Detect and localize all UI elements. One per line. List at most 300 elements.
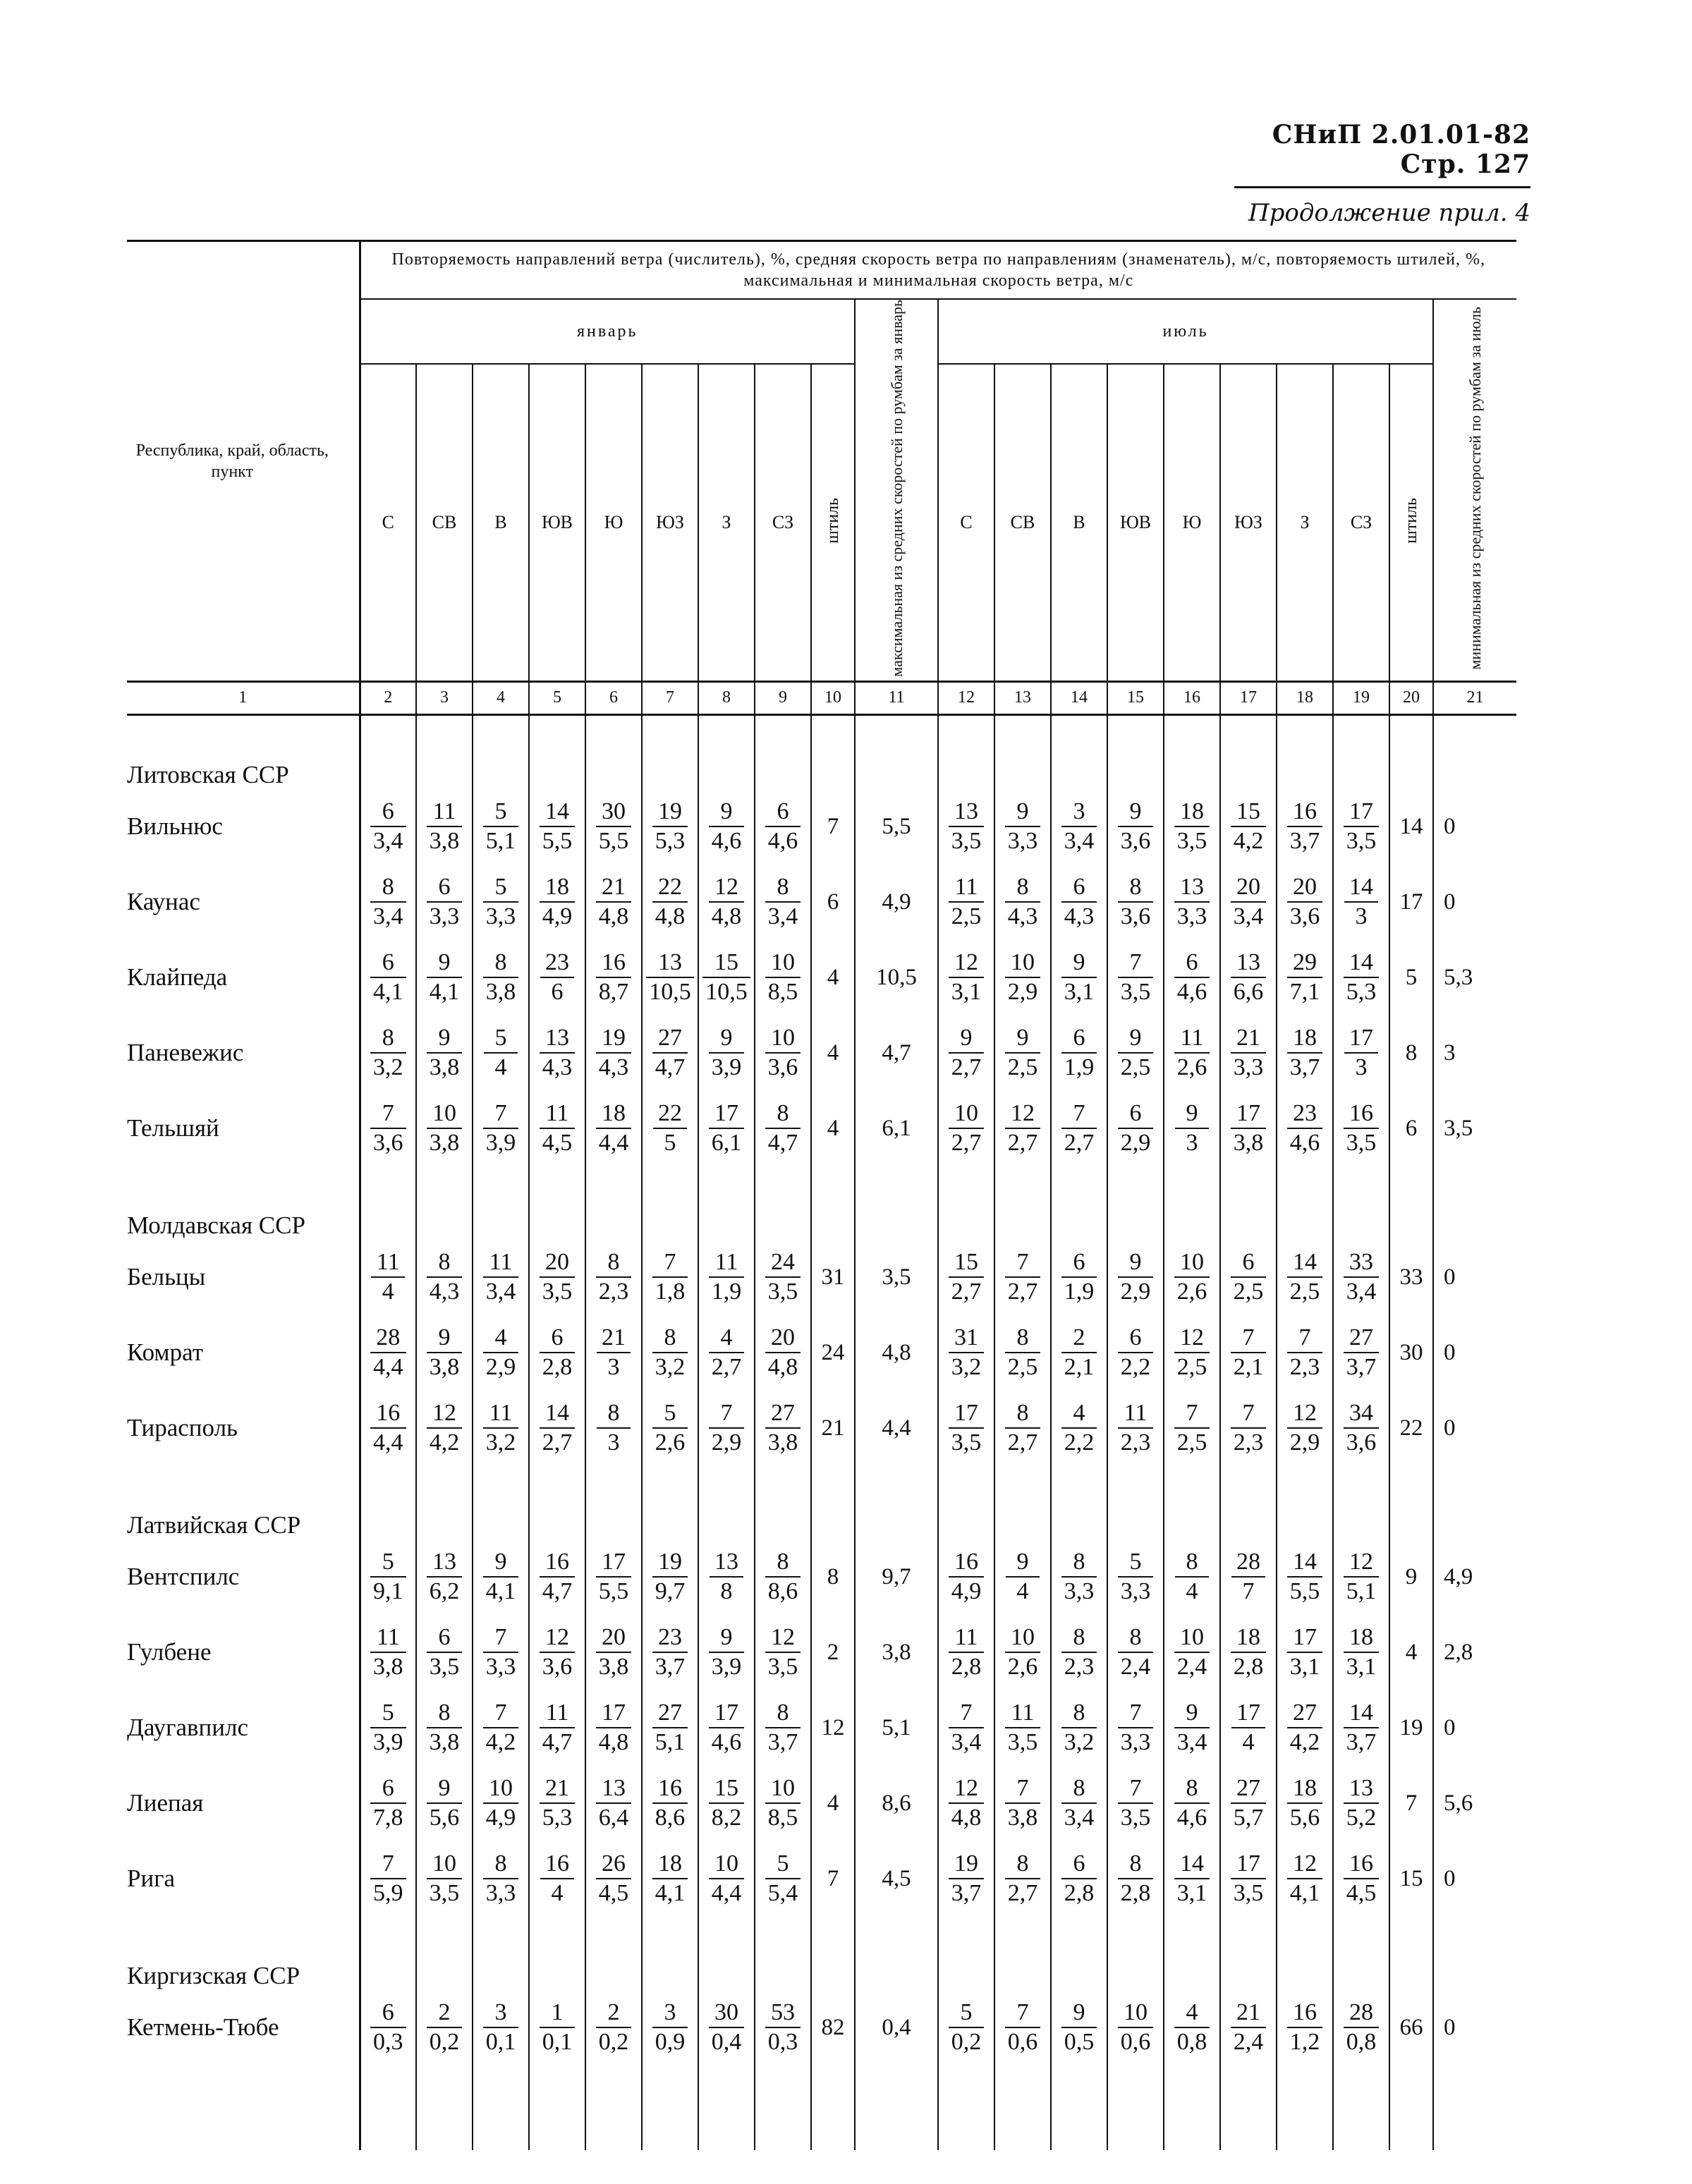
- jul-calm-value: 33: [1399, 1264, 1423, 1290]
- frequency-value: 8: [765, 1099, 801, 1129]
- data-cell: [585, 789, 642, 865]
- data-cell: [1277, 1766, 1333, 1841]
- jul-min-value: 0: [1444, 1264, 1456, 1290]
- speed-value: 2,3: [1120, 1429, 1151, 1456]
- data-cell: [416, 2066, 473, 2150]
- fraction: [1118, 1850, 1154, 1908]
- data-cell: [360, 1391, 416, 1466]
- frequency-value: 6: [370, 1774, 406, 1804]
- data-cell: [1333, 1945, 1389, 1990]
- fraction: [1118, 1399, 1154, 1457]
- speed-value: 3,4: [1233, 903, 1264, 930]
- jan-max-value: 5,1: [882, 1714, 911, 1740]
- fraction: [540, 1248, 576, 1306]
- column-number: 4: [473, 681, 529, 714]
- data-cell: [1389, 1766, 1433, 1841]
- fraction: [1174, 1774, 1210, 1832]
- data-cell: [473, 1166, 529, 1195]
- data-cell: [855, 1990, 938, 2066]
- data-cell: [1389, 1841, 1433, 1917]
- data-cell: [698, 1466, 755, 1494]
- data-cell: [1333, 940, 1389, 1015]
- data-cell: [473, 1015, 529, 1091]
- data-cell: [1164, 1494, 1220, 1539]
- jul-calm-value: 30: [1399, 1339, 1423, 1365]
- data-cell: [698, 1391, 755, 1466]
- data-cell: [855, 865, 938, 940]
- frequency-value: 16: [540, 1850, 574, 1879]
- jul-min-value: 2,8: [1444, 1639, 1473, 1665]
- fraction: [1231, 1850, 1267, 1908]
- fraction: [1118, 1699, 1154, 1757]
- speed-value: 3,8: [598, 1654, 629, 1680]
- frequency-value: 5: [484, 1024, 518, 1054]
- frequency-value: 8: [483, 1850, 519, 1879]
- data-cell: [938, 865, 994, 940]
- frequency-value: 13: [1344, 1774, 1380, 1804]
- speed-value: 2,1: [1233, 1354, 1264, 1381]
- data-cell: [1220, 1539, 1277, 1615]
- data-cell: [529, 1990, 585, 2066]
- data-cell: [698, 1015, 755, 1091]
- data-cell: [642, 1166, 698, 1195]
- data-cell: [529, 1166, 585, 1195]
- data-cell: [755, 1766, 811, 1841]
- speed-value: 0,3: [767, 2029, 798, 2056]
- speed-value: 2,6: [1176, 1279, 1207, 1305]
- data-cell: [1051, 1539, 1107, 1615]
- frequency-value: 9: [427, 1024, 463, 1054]
- page-header: СНиП 2.01.01-82 Стр. 127: [1234, 120, 1530, 188]
- jan-dir-header: З: [698, 364, 755, 681]
- frequency-value: 8: [1174, 1774, 1210, 1804]
- fraction: [710, 1548, 743, 1606]
- data-cell: [529, 1195, 585, 1240]
- jul-calm-value: 66: [1399, 2014, 1423, 2040]
- fraction: [483, 1699, 519, 1757]
- data-cell: [1333, 1690, 1389, 1766]
- fraction: [1174, 798, 1210, 855]
- data-cell: [1164, 1391, 1220, 1466]
- data-cell: [755, 1494, 811, 1539]
- data-cell: [642, 865, 698, 940]
- frequency-value: 4: [709, 1324, 745, 1353]
- fraction: [1174, 1248, 1210, 1306]
- fraction: [1287, 1324, 1323, 1381]
- data-cell: [855, 1690, 938, 1766]
- frequency-value: 6: [1061, 1024, 1097, 1054]
- data-cell: [1277, 744, 1333, 789]
- frequency-value: 16: [652, 1774, 688, 1804]
- data-cell: [473, 1391, 529, 1466]
- data-cell: [1433, 1466, 1516, 1494]
- data-cell: [529, 1690, 585, 1766]
- fraction: [652, 1324, 688, 1381]
- speed-value: 2,6: [1007, 1654, 1038, 1680]
- speed-value: 4,1: [655, 1880, 686, 1907]
- place-name: Кетмень-Тюбе: [127, 2013, 279, 2042]
- speed-value: 3,5: [1346, 828, 1377, 855]
- data-cell: [1389, 1091, 1433, 1166]
- frequency-value: 6: [1174, 948, 1210, 978]
- fraction: [709, 1850, 745, 1908]
- data-cell: [360, 1945, 416, 1990]
- data-cell: [1051, 1391, 1107, 1466]
- fraction: [1287, 1999, 1323, 2056]
- data-cell: [473, 1690, 529, 1766]
- fraction: [1118, 1024, 1154, 1082]
- frequency-value: 18: [540, 873, 576, 903]
- data-cell: [811, 1615, 855, 1690]
- fraction: [1005, 798, 1041, 855]
- speed-value: 3,8: [429, 1130, 460, 1157]
- speed-value: 4: [551, 1880, 564, 1907]
- speed-value: 6,2: [429, 1578, 460, 1605]
- frequency-value: 6: [765, 798, 801, 827]
- place-name: Комрат: [127, 1338, 204, 1367]
- data-cell: [416, 865, 473, 940]
- jan-dir-header: ЮЗ: [642, 364, 698, 681]
- speed-value: 0,6: [1007, 2029, 1038, 2056]
- fraction: [540, 1099, 576, 1157]
- data-cell: [416, 1015, 473, 1091]
- frequency-value: 5: [652, 1399, 688, 1429]
- data-cell: [855, 1494, 938, 1539]
- frequency-value: 4: [1061, 1399, 1097, 1429]
- speed-value: 3,5: [1346, 1130, 1377, 1157]
- table-row: [127, 940, 1516, 1015]
- fraction: [652, 1999, 688, 2056]
- frequency-value: 5: [370, 1699, 406, 1728]
- fraction: [370, 1774, 406, 1832]
- data-cell: [1333, 1391, 1389, 1466]
- data-cell: [1333, 1766, 1389, 1841]
- data-cell: [1389, 1015, 1433, 1091]
- data-cell: [1220, 1240, 1277, 1315]
- fraction: [1061, 1024, 1097, 1082]
- data-cell: [360, 1091, 416, 1166]
- data-cell: [1220, 2066, 1277, 2150]
- fraction: [370, 1699, 406, 1757]
- data-cell: [642, 1945, 698, 1990]
- data-cell: [1051, 1690, 1107, 1766]
- speed-value: 5,3: [1346, 979, 1377, 1006]
- frequency-value: 18: [652, 1850, 688, 1879]
- jul-dir-header: СВ: [994, 364, 1051, 681]
- fraction: [1287, 948, 1323, 1006]
- data-cell: [529, 1015, 585, 1091]
- jan-calm-header: [811, 364, 855, 681]
- data-cell: [811, 1990, 855, 2066]
- data-cell: [1433, 714, 1516, 744]
- frequency-value: 12: [1287, 1399, 1323, 1429]
- min-speed-header: [1433, 299, 1516, 681]
- data-cell: [642, 1466, 698, 1494]
- data-cell: [1220, 1015, 1277, 1091]
- fraction: [652, 1248, 688, 1306]
- frequency-value: 8: [1175, 1548, 1209, 1578]
- fraction: [709, 798, 745, 855]
- frequency-value: 20: [1231, 873, 1267, 903]
- frequency-value: 8: [370, 873, 406, 903]
- speed-value: 2,7: [1064, 1130, 1095, 1157]
- fraction: [1175, 1548, 1209, 1606]
- speed-value: 3,3: [1176, 903, 1207, 930]
- frequency-value: 22: [653, 1099, 687, 1129]
- fraction: [483, 1850, 519, 1908]
- data-cell: [416, 1990, 473, 2066]
- data-cell: [473, 865, 529, 940]
- frequency-value: 2: [427, 1999, 463, 2028]
- data-cell: [585, 865, 642, 940]
- data-cell: [1051, 789, 1107, 865]
- place-name: Тирасполь: [127, 1414, 238, 1442]
- speed-value: 0,2: [598, 2029, 629, 2056]
- speed-value: 2,5: [1176, 1429, 1207, 1456]
- data-cell: [416, 1917, 473, 1945]
- speed-value: 4,2: [485, 1729, 516, 1756]
- frequency-value: 28: [370, 1324, 406, 1353]
- speed-value: 3,2: [655, 1354, 686, 1381]
- fraction: [1344, 948, 1380, 1006]
- data-cell: [698, 1539, 755, 1615]
- data-cell: [1433, 1494, 1516, 1539]
- data-cell: [529, 1315, 585, 1391]
- frequency-value: 12: [709, 873, 745, 903]
- data-cell: [1433, 1615, 1516, 1690]
- jan-calm-value: 6: [827, 889, 839, 915]
- data-cell: [1277, 1195, 1333, 1240]
- data-cell: [938, 1195, 994, 1240]
- frequency-value: 5: [1118, 1548, 1154, 1578]
- speed-value: 4,3: [1007, 903, 1038, 930]
- frequency-value: 9: [1118, 798, 1154, 827]
- fraction: [1231, 1999, 1267, 2056]
- speed-value: 5,1: [485, 828, 516, 855]
- data-cell: [529, 865, 585, 940]
- place-name: Бельцы: [127, 1263, 206, 1291]
- speed-value: 3,8: [1233, 1130, 1264, 1157]
- column-number: 15: [1107, 681, 1164, 714]
- place-name: Даугавпилс: [127, 1714, 249, 1742]
- data-cell: [360, 1166, 416, 1195]
- fraction: [949, 1774, 985, 1832]
- speed-value: 3,6: [1346, 1429, 1377, 1456]
- data-cell: [994, 1240, 1051, 1315]
- column-number: 13: [994, 681, 1051, 714]
- frequency-value: 17: [1344, 1024, 1378, 1054]
- fraction: [652, 1850, 688, 1908]
- frequency-value: 7: [1005, 1248, 1041, 1278]
- speed-value: 2,5: [1233, 1279, 1264, 1305]
- fraction: [427, 873, 463, 931]
- speed-value: 3,3: [1120, 1578, 1151, 1605]
- fraction: [765, 1699, 801, 1757]
- frequency-value: 10: [949, 1099, 985, 1129]
- fraction: [540, 1999, 576, 2056]
- data-cell: [360, 714, 416, 744]
- data-cell: [1389, 1494, 1433, 1539]
- speed-value: 5,6: [1289, 1805, 1320, 1831]
- fraction: [1175, 1099, 1209, 1157]
- jul-calm-label: штиль: [1401, 497, 1420, 544]
- frequency-value: 11: [427, 798, 463, 827]
- speed-value: 3,6: [1289, 903, 1320, 930]
- table-row: [127, 1615, 1516, 1690]
- data-cell: [642, 1091, 698, 1166]
- speed-value: 3: [1355, 903, 1368, 930]
- frequency-value: 22: [652, 873, 688, 903]
- frequency-value: 7: [1287, 1324, 1323, 1353]
- speed-value: 2,3: [1064, 1654, 1095, 1680]
- speed-value: 3,5: [767, 1279, 798, 1305]
- data-cell: [1164, 2066, 1220, 2150]
- data-cell: [1051, 744, 1107, 789]
- data-cell: [642, 1315, 698, 1391]
- speed-value: 2,7: [951, 1130, 982, 1157]
- frequency-value: 8: [652, 1324, 688, 1353]
- data-cell: [938, 1091, 994, 1166]
- jan-dir-header: СЗ: [755, 364, 811, 681]
- speed-value: 3,4: [485, 1279, 516, 1305]
- fraction: [1061, 1850, 1097, 1908]
- frequency-value: 7: [1231, 1399, 1267, 1429]
- data-cell: [585, 714, 642, 744]
- fraction: [597, 1324, 631, 1381]
- jul-min-value: 0: [1444, 813, 1456, 839]
- frequency-value: 7: [1061, 1099, 1097, 1129]
- data-cell: [1433, 789, 1516, 865]
- frequency-value: 19: [652, 798, 688, 827]
- speed-value: 3,3: [1064, 1578, 1095, 1605]
- data-cell: [855, 1841, 938, 1917]
- speed-value: 4,4: [711, 1880, 742, 1907]
- speed-value: 3,7: [1289, 1054, 1320, 1081]
- speed-value: 10,5: [705, 979, 748, 1006]
- speed-value: 2,7: [1007, 1880, 1038, 1907]
- fraction: [949, 1623, 985, 1681]
- fraction: [1174, 1024, 1210, 1082]
- data-cell: [811, 1315, 855, 1391]
- table-row: [127, 1841, 1516, 1917]
- speed-value: 3,8: [429, 1354, 460, 1381]
- data-cell: [938, 2066, 994, 2150]
- speed-value: 3,1: [1176, 1880, 1207, 1907]
- jan-calm-value: 7: [827, 813, 839, 839]
- frequency-value: 8: [427, 1248, 463, 1278]
- data-cell: [529, 789, 585, 865]
- data-cell: [1107, 1091, 1164, 1166]
- data-cell: [1433, 744, 1516, 789]
- speed-value: 3,5: [951, 828, 982, 855]
- speed-value: 2,6: [1176, 1054, 1207, 1081]
- column-number: 6: [585, 681, 642, 714]
- data-cell: [1333, 1494, 1389, 1539]
- speed-value: 1,2: [1289, 2029, 1320, 2056]
- fraction: [596, 1099, 632, 1157]
- data-cell: [855, 1539, 938, 1615]
- speed-value: 0,2: [951, 2029, 982, 2056]
- data-cell: [994, 1690, 1051, 1766]
- speed-value: 4,8: [655, 903, 686, 930]
- data-cell: [938, 714, 994, 744]
- data-cell: [642, 1766, 698, 1841]
- speed-value: 2,2: [1120, 1354, 1151, 1381]
- fraction: [370, 1850, 406, 1908]
- jul-calm-value: 15: [1399, 1865, 1423, 1891]
- fraction: [1006, 1548, 1040, 1606]
- data-cell: [1164, 714, 1220, 744]
- data-cell: [585, 1466, 642, 1494]
- fraction: [540, 1623, 576, 1681]
- frequency-value: 12: [1005, 1099, 1041, 1129]
- fraction: [1118, 1774, 1154, 1832]
- fraction: [1344, 1999, 1380, 2056]
- jan-dir-header: Ю: [585, 364, 642, 681]
- jul-min-value: 0: [1444, 1714, 1456, 1740]
- data-cell: [855, 1195, 938, 1240]
- data-cell: [642, 1615, 698, 1690]
- fraction: [1005, 1623, 1041, 1681]
- data-cell: [698, 940, 755, 1015]
- data-cell: [1389, 1539, 1433, 1615]
- data-cell: [938, 1466, 994, 1494]
- data-cell: [360, 2066, 416, 2150]
- place-name: Паневежис: [127, 1039, 244, 1067]
- data-cell: [642, 1917, 698, 1945]
- speed-value: 1,9: [711, 1279, 742, 1305]
- speed-value: 0,1: [485, 2029, 516, 2056]
- fraction: [540, 1024, 576, 1082]
- speed-value: 3,2: [951, 1354, 982, 1381]
- data-cell: [811, 1917, 855, 1945]
- frequency-value: 21: [540, 1774, 576, 1804]
- fraction: [646, 948, 694, 1006]
- data-cell: [755, 1391, 811, 1466]
- fraction: [596, 1699, 632, 1757]
- data-cell: [755, 1615, 811, 1690]
- data-cell: [1333, 1315, 1389, 1391]
- frequency-value: 16: [949, 1548, 985, 1578]
- column-number: 17: [1220, 681, 1277, 714]
- fraction: [709, 1324, 745, 1381]
- fraction: [652, 798, 688, 855]
- fraction: [1174, 1699, 1210, 1757]
- speed-value: 3,5: [951, 1429, 982, 1456]
- data-cell: [1220, 1494, 1277, 1539]
- data-cell: [811, 1240, 855, 1315]
- data-cell: [755, 1091, 811, 1166]
- frequency-value: 21: [596, 873, 632, 903]
- jan-max-value: 0,4: [882, 2014, 911, 2040]
- data-cell: [585, 1195, 642, 1240]
- table-row: [127, 1539, 1516, 1615]
- fraction: [370, 1099, 406, 1157]
- speed-value: 3,1: [951, 979, 982, 1006]
- speed-value: 4: [1186, 1578, 1198, 1605]
- fraction: [1005, 1850, 1041, 1908]
- data-cell: [360, 1539, 416, 1615]
- fraction: [1118, 873, 1154, 931]
- data-cell: [698, 1091, 755, 1166]
- frequency-value: 30: [596, 798, 632, 827]
- data-cell: [416, 1391, 473, 1466]
- table-row: [127, 1015, 1516, 1091]
- data-cell: [642, 1391, 698, 1466]
- speed-value: 2,7: [1007, 1130, 1038, 1157]
- fraction: [597, 1399, 631, 1457]
- data-cell: [529, 714, 585, 744]
